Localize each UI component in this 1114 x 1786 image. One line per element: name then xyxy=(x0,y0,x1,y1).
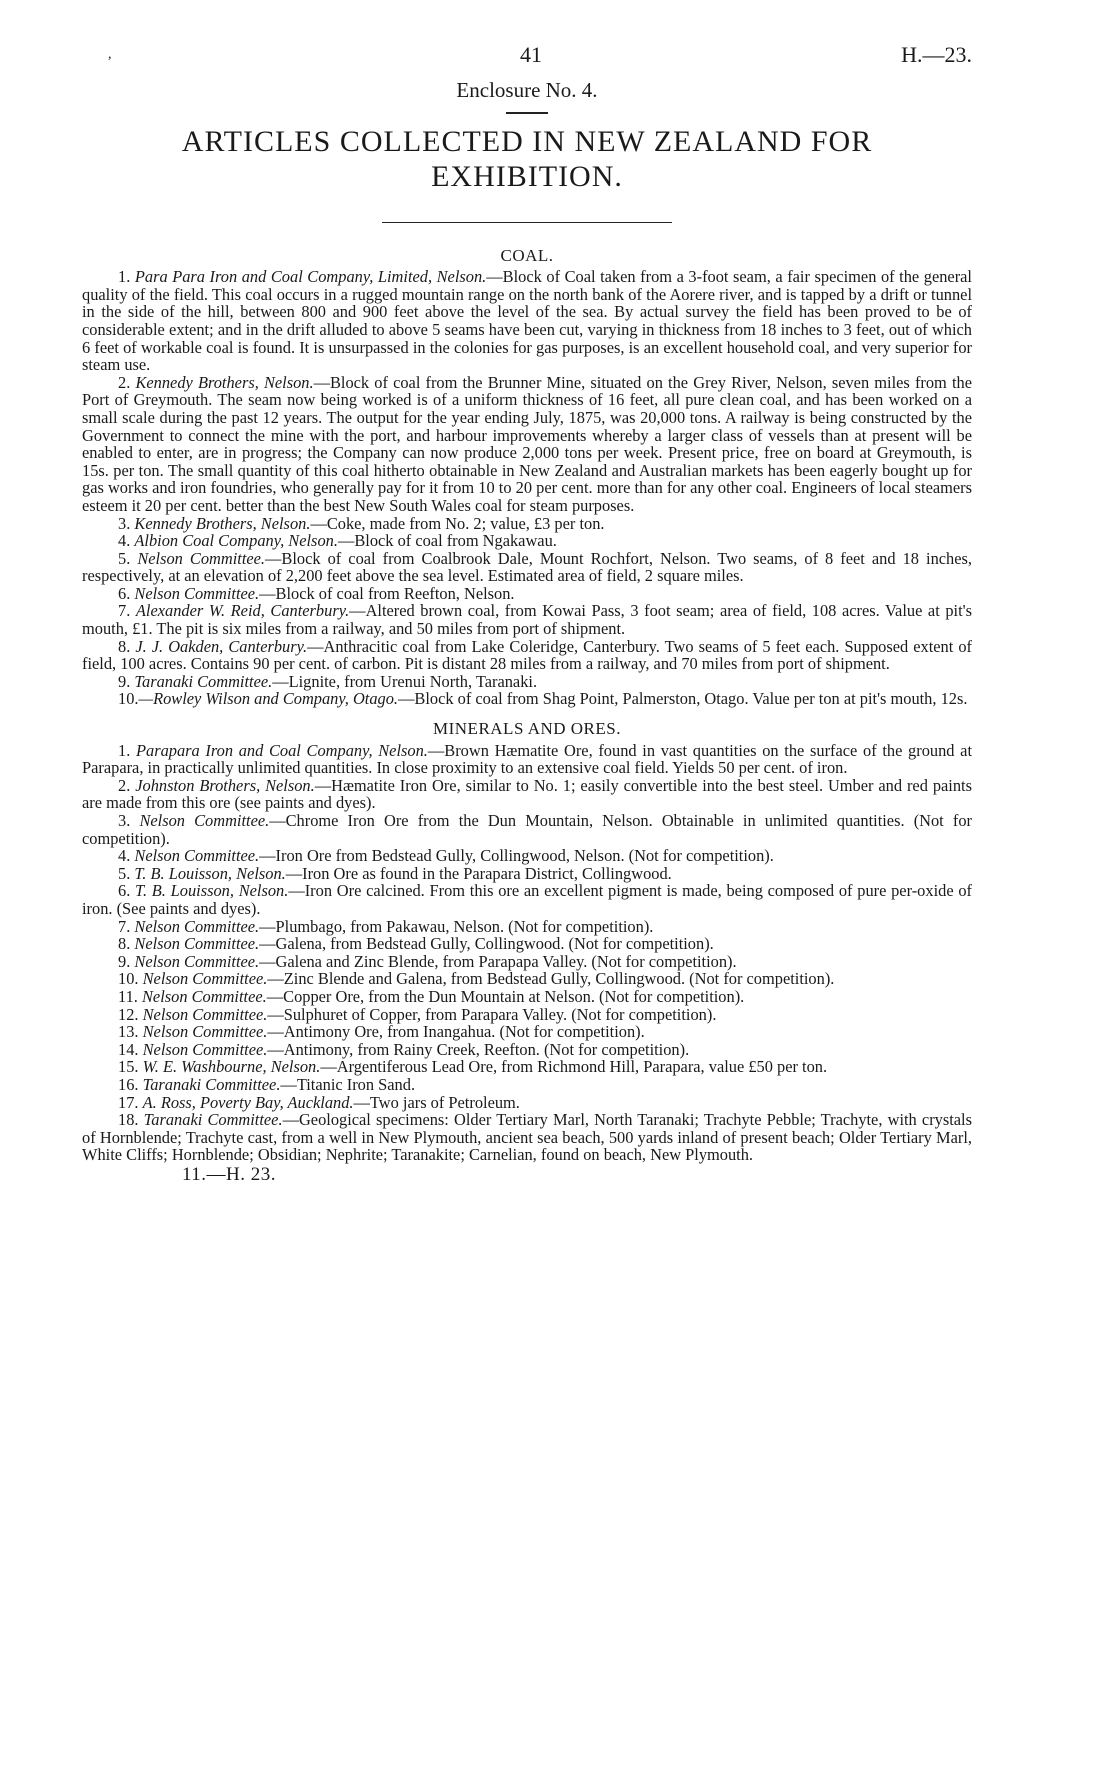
entry-number: 7. xyxy=(118,601,131,621)
entry-text: —Sulphuret of Copper, from Parapara Valley. (Not for competition). xyxy=(267,1004,717,1024)
entry-number: 7. xyxy=(118,916,131,936)
exhibitor: J. J. Oakden, Canterbury. xyxy=(135,636,308,656)
entry-number: 18. xyxy=(118,1110,139,1130)
exhibitor: Nelson Committee. xyxy=(139,811,270,830)
minerals-list xyxy=(82,742,972,1164)
mineral-entry xyxy=(82,970,972,988)
mineral-entry xyxy=(82,882,972,917)
coal-entry xyxy=(82,532,972,550)
entry-number: 1. xyxy=(118,740,131,760)
entry-text: —Iron Ore from Bedstead Gully, Collingwood, Nelson. (Not for competition). xyxy=(259,846,774,866)
mineral-entry xyxy=(82,1058,972,1076)
exhibitor: Nelson Committee. xyxy=(134,951,260,971)
exhibitor: Nelson Committee. xyxy=(134,846,260,866)
long-divider xyxy=(382,222,672,223)
entry-text: —Copper Ore, from the Dun Mountain at Nelson. (Not for competition). xyxy=(266,986,745,1006)
coal-entry xyxy=(82,602,972,637)
exhibitor: Nelson Committee. xyxy=(142,1039,268,1059)
exhibitor: T. B. Louisson, Nelson. xyxy=(134,863,286,883)
entry-text: —Block of coal from the Brunner Mine, situated on the Grey River, Nelson, seven miles from the Port of Greymouth. The seam now being worked is of a uniform thickness of 16 feet, all pure clean coal, and has been worked on a small scale during the past 12 years. The output for the year ending July, 1875, was 20,000 tons. A railway is being constructed by the Government to connect the mine with the port, and harbour improvements whereby a larger class of vessels than at present will be enabled to enter, are in progress; the Company can now produce 2,000 tons per week. Present price, free on board at Greymouth, is 15s. per ton. The small quantity of this coal hitherto obtainable in New Zealand and Australian markets has been eagerly bought up for gas works and iron foundries, who generally pay for it from 10 to 20 per cent. more than for any other coal. Engineers of local steamers esteem it 20 per cent. better than the best New South Wales coal for steam purposes. xyxy=(82,372,972,515)
mineral-entry xyxy=(82,953,972,971)
entry-text: —Titanic Iron Sand. xyxy=(280,1074,416,1094)
mineral-entry xyxy=(82,777,972,812)
entry-number: 1. xyxy=(118,267,131,287)
mineral-entry xyxy=(82,1006,972,1024)
entry-number: 11. xyxy=(118,986,138,1006)
entry-number: 8. xyxy=(118,934,131,954)
exhibitor: Kennedy Brothers, Nelson. xyxy=(135,372,314,392)
entry-number: 4. xyxy=(118,846,131,866)
entry-text: —Argentiferous Lead Ore, from Richmond Hill, Parapara, value £50 per ton. xyxy=(320,1057,828,1077)
coal-list xyxy=(82,268,972,708)
entry-text: —Plumbago, from Pakawau, Nelson. (Not for competition). xyxy=(259,916,654,936)
coal-entry xyxy=(82,690,972,708)
mineral-entry xyxy=(82,935,972,953)
entry-number: 12. xyxy=(118,1004,139,1024)
entry-text: —Block of coal from Coalbrook Dale, Mount Rochfort, Nelson. Two seams, of 8 feet and 18 inches, respectively, at an elevation of 2,200 feet above the sea level. Estimated area of field, 2 square miles. xyxy=(82,548,972,586)
exhibitor: Nelson Committee. xyxy=(137,548,266,568)
minerals-heading: MINERALS AND ORES. xyxy=(433,719,621,739)
exhibitor: Kennedy Brothers, Nelson. xyxy=(134,513,311,533)
exhibitor: Nelson Committee. xyxy=(134,916,260,936)
exhibitor: W. E. Washbourne, Nelson. xyxy=(142,1057,321,1077)
entry-text: —Block of coal from Shag Point, Palmerston, Otago. Value per ton at pit's mouth, 12s. xyxy=(398,689,968,709)
entry-text: —Coke, made from No. 2; value, £3 per ton. xyxy=(310,513,605,533)
mineral-entry xyxy=(82,1111,972,1164)
entry-text: —Iron Ore calcined. From this ore an excellent pigment is made, being composed of pure per-oxide of iron. (See paints and dyes). xyxy=(82,881,972,918)
entry-number: 5. xyxy=(118,548,131,568)
short-divider xyxy=(506,112,548,114)
exhibitor: Nelson Committee. xyxy=(134,934,260,954)
exhibitor: Nelson Committee. xyxy=(142,1022,268,1042)
exhibitor: Nelson Committee. xyxy=(134,583,260,603)
mineral-entry xyxy=(82,812,972,847)
exhibitor: Taranaki Committee. xyxy=(134,671,273,691)
title-line-1: ARTICLES COLLECTED IN NEW ZEALAND FOR xyxy=(181,124,873,158)
entry-text: —Hæmatite Iron Ore, similar to No. 1; easily convertible into the best steel. Umber and red paints are made from this ore (see paints and dyes). xyxy=(82,775,972,813)
entry-number: 2. xyxy=(118,372,131,392)
entry-number: 9. xyxy=(118,951,131,971)
entry-number: 2. xyxy=(118,775,131,795)
entry-number: 15. xyxy=(118,1057,139,1077)
entry-text: —Brown Hæmatite Ore, found in vast quantities on the surface of the ground at Parapara, in practically unlimited quantities. In close proximity to an extensive coal field. Yields 50 per cent. of iron. xyxy=(82,740,972,778)
entry-number: 10. xyxy=(118,689,139,709)
mineral-entry xyxy=(82,918,972,936)
entry-text: —Altered brown coal, from Kowai Pass, 3 foot seam; area of field, 108 acres. Value at pit's mouth, £1. The pit is six miles from a railway, and 50 miles from port of shipment. xyxy=(82,601,972,639)
coal-entry xyxy=(82,550,972,585)
entry-number: 9. xyxy=(118,671,131,691)
mineral-entry xyxy=(82,847,972,865)
entry-number: 5. xyxy=(118,863,131,883)
entry-text: —Antimony Ore, from Inangahua. (Not for competition). xyxy=(267,1022,645,1042)
coal-entry xyxy=(82,638,972,673)
entry-text: —Two jars of Petroleum. xyxy=(353,1092,520,1112)
signature-mark: 11.—H. 23. xyxy=(182,1163,277,1185)
title-line-2: EXHIBITION. xyxy=(431,159,623,193)
exhibitor: A. Ross, Poverty Bay, Auckland. xyxy=(142,1092,354,1112)
entry-text: —Anthracitic coal from Lake Coleridge, Canterbury. Two seams of 5 feet each. Supposed extent of field, 100 acres. Contains 90 per cent. of carbon. Pit is distant 28 miles from a railway, and 70 miles from port of shipment. xyxy=(82,636,972,674)
page-number: 41 xyxy=(520,42,542,67)
document-reference: H.—23. xyxy=(901,42,972,67)
entry-number: 16. xyxy=(118,1074,139,1094)
exhibitor: Taranaki Committee. xyxy=(142,1074,281,1094)
exhibitor: Nelson Committee. xyxy=(142,986,267,1006)
exhibitor: T. B. Louisson, Nelson. xyxy=(135,881,289,901)
page-header xyxy=(82,40,972,70)
exhibitor: Nelson Committee. xyxy=(142,1004,268,1024)
entry-number: 3. xyxy=(118,513,131,533)
entry-text: —Block of coal from Reefton, Nelson. xyxy=(259,583,515,603)
entry-text: —Iron Ore as found in the Parapara District, Collingwood. xyxy=(285,863,672,883)
exhibitor: —Rowley Wilson and Company, Otago. xyxy=(138,689,399,709)
entry-text: —Chrome Iron Ore from the Dun Mountain, Nelson. Obtainable in unlimited quantities. (Not for competition). xyxy=(82,811,972,848)
mineral-entry xyxy=(82,1041,972,1059)
entry-number: 6. xyxy=(118,881,131,901)
coal-entry xyxy=(82,268,972,374)
entry-number: 10. xyxy=(118,969,139,989)
entry-text: —Galena, from Bedstead Gully, Collingwood. (Not for competition). xyxy=(259,934,714,954)
entry-text: —Geological specimens: Older Tertiary Marl, North Taranaki; Trachyte Pebble; Trachyte, with crystals of Hornblende; Trachyte cast, from a well in New Plymouth, ancient sea beach, 500 yards inland of present beach; Older Tertiary Marl, White Cliffs; Hornblende; Obsidian; Nephrite; Taranakite; Carnelian, found on beach, New Plymouth. xyxy=(82,1110,972,1165)
enclosure-label: Enclosure No. 4. xyxy=(456,78,598,102)
mineral-entry xyxy=(82,742,972,777)
entry-number: 6. xyxy=(118,583,131,603)
mineral-entry xyxy=(82,988,972,1006)
entry-text: —Antimony, from Rainy Creek, Reefton. (Not for competition). xyxy=(267,1039,690,1059)
coal-heading: COAL. xyxy=(500,245,554,265)
mineral-entry xyxy=(82,1076,972,1094)
coal-entry xyxy=(82,374,972,515)
coal-entry xyxy=(82,585,972,603)
entry-text: —Block of Coal taken from a 3-foot seam, a fair specimen of the general quality of the field. This coal occurs in a rugged mountain range on the north bank of the Aorere river, and is tapped by a drift or tunnel in the side of the hill, between 800 and 900 feet above the level of the sea. By actual survey the field has been proved to be of considerable extent; and in the drift alluded to above 5 seams have been cut, varying in thickness from 18 inches to 3 feet, out of which 6 feet of workable coal is found. It is unsurpassed in the colonies for gas purposes, is an excellent household coal, and very superior for steam use. xyxy=(82,267,972,375)
entry-number: 17. xyxy=(118,1092,139,1112)
entry-number: 8. xyxy=(118,636,131,656)
entry-number: 3. xyxy=(118,811,131,830)
header-mark: , xyxy=(108,47,112,62)
exhibitor: Taranaki Committee. xyxy=(143,1110,283,1130)
entry-text: —Lignite, from Urenui North, Taranaki. xyxy=(272,671,538,691)
entry-text: —Block of coal from Ngakawau. xyxy=(337,531,557,551)
entry-number: 4. xyxy=(118,531,131,551)
entry-number: 13. xyxy=(118,1022,139,1042)
entry-text: —Galena and Zinc Blende, from Parapapa Valley. (Not for competition). xyxy=(259,951,737,971)
exhibitor: Parapara Iron and Coal Company, Nelson. xyxy=(135,740,428,760)
entry-text: —Zinc Blende and Galena, from Bedstead Gully, Collingwood. (Not for competition). xyxy=(267,969,835,989)
mineral-entry xyxy=(82,865,972,883)
exhibitor: Johnston Brothers, Nelson. xyxy=(135,775,315,795)
exhibitor: Para Para Iron and Coal Company, Limited, Nelson. xyxy=(134,267,487,287)
exhibitor: Alexander W. Reid, Canterbury. xyxy=(135,601,350,621)
exhibitor: Nelson Committee. xyxy=(142,969,268,989)
entry-number: 14. xyxy=(118,1039,139,1059)
exhibitor: Albion Coal Company, Nelson. xyxy=(134,531,338,551)
mineral-entry xyxy=(82,1094,972,1112)
coal-entry xyxy=(82,673,972,691)
coal-entry xyxy=(82,515,972,533)
page-title xyxy=(82,124,972,194)
mineral-entry xyxy=(82,1023,972,1041)
